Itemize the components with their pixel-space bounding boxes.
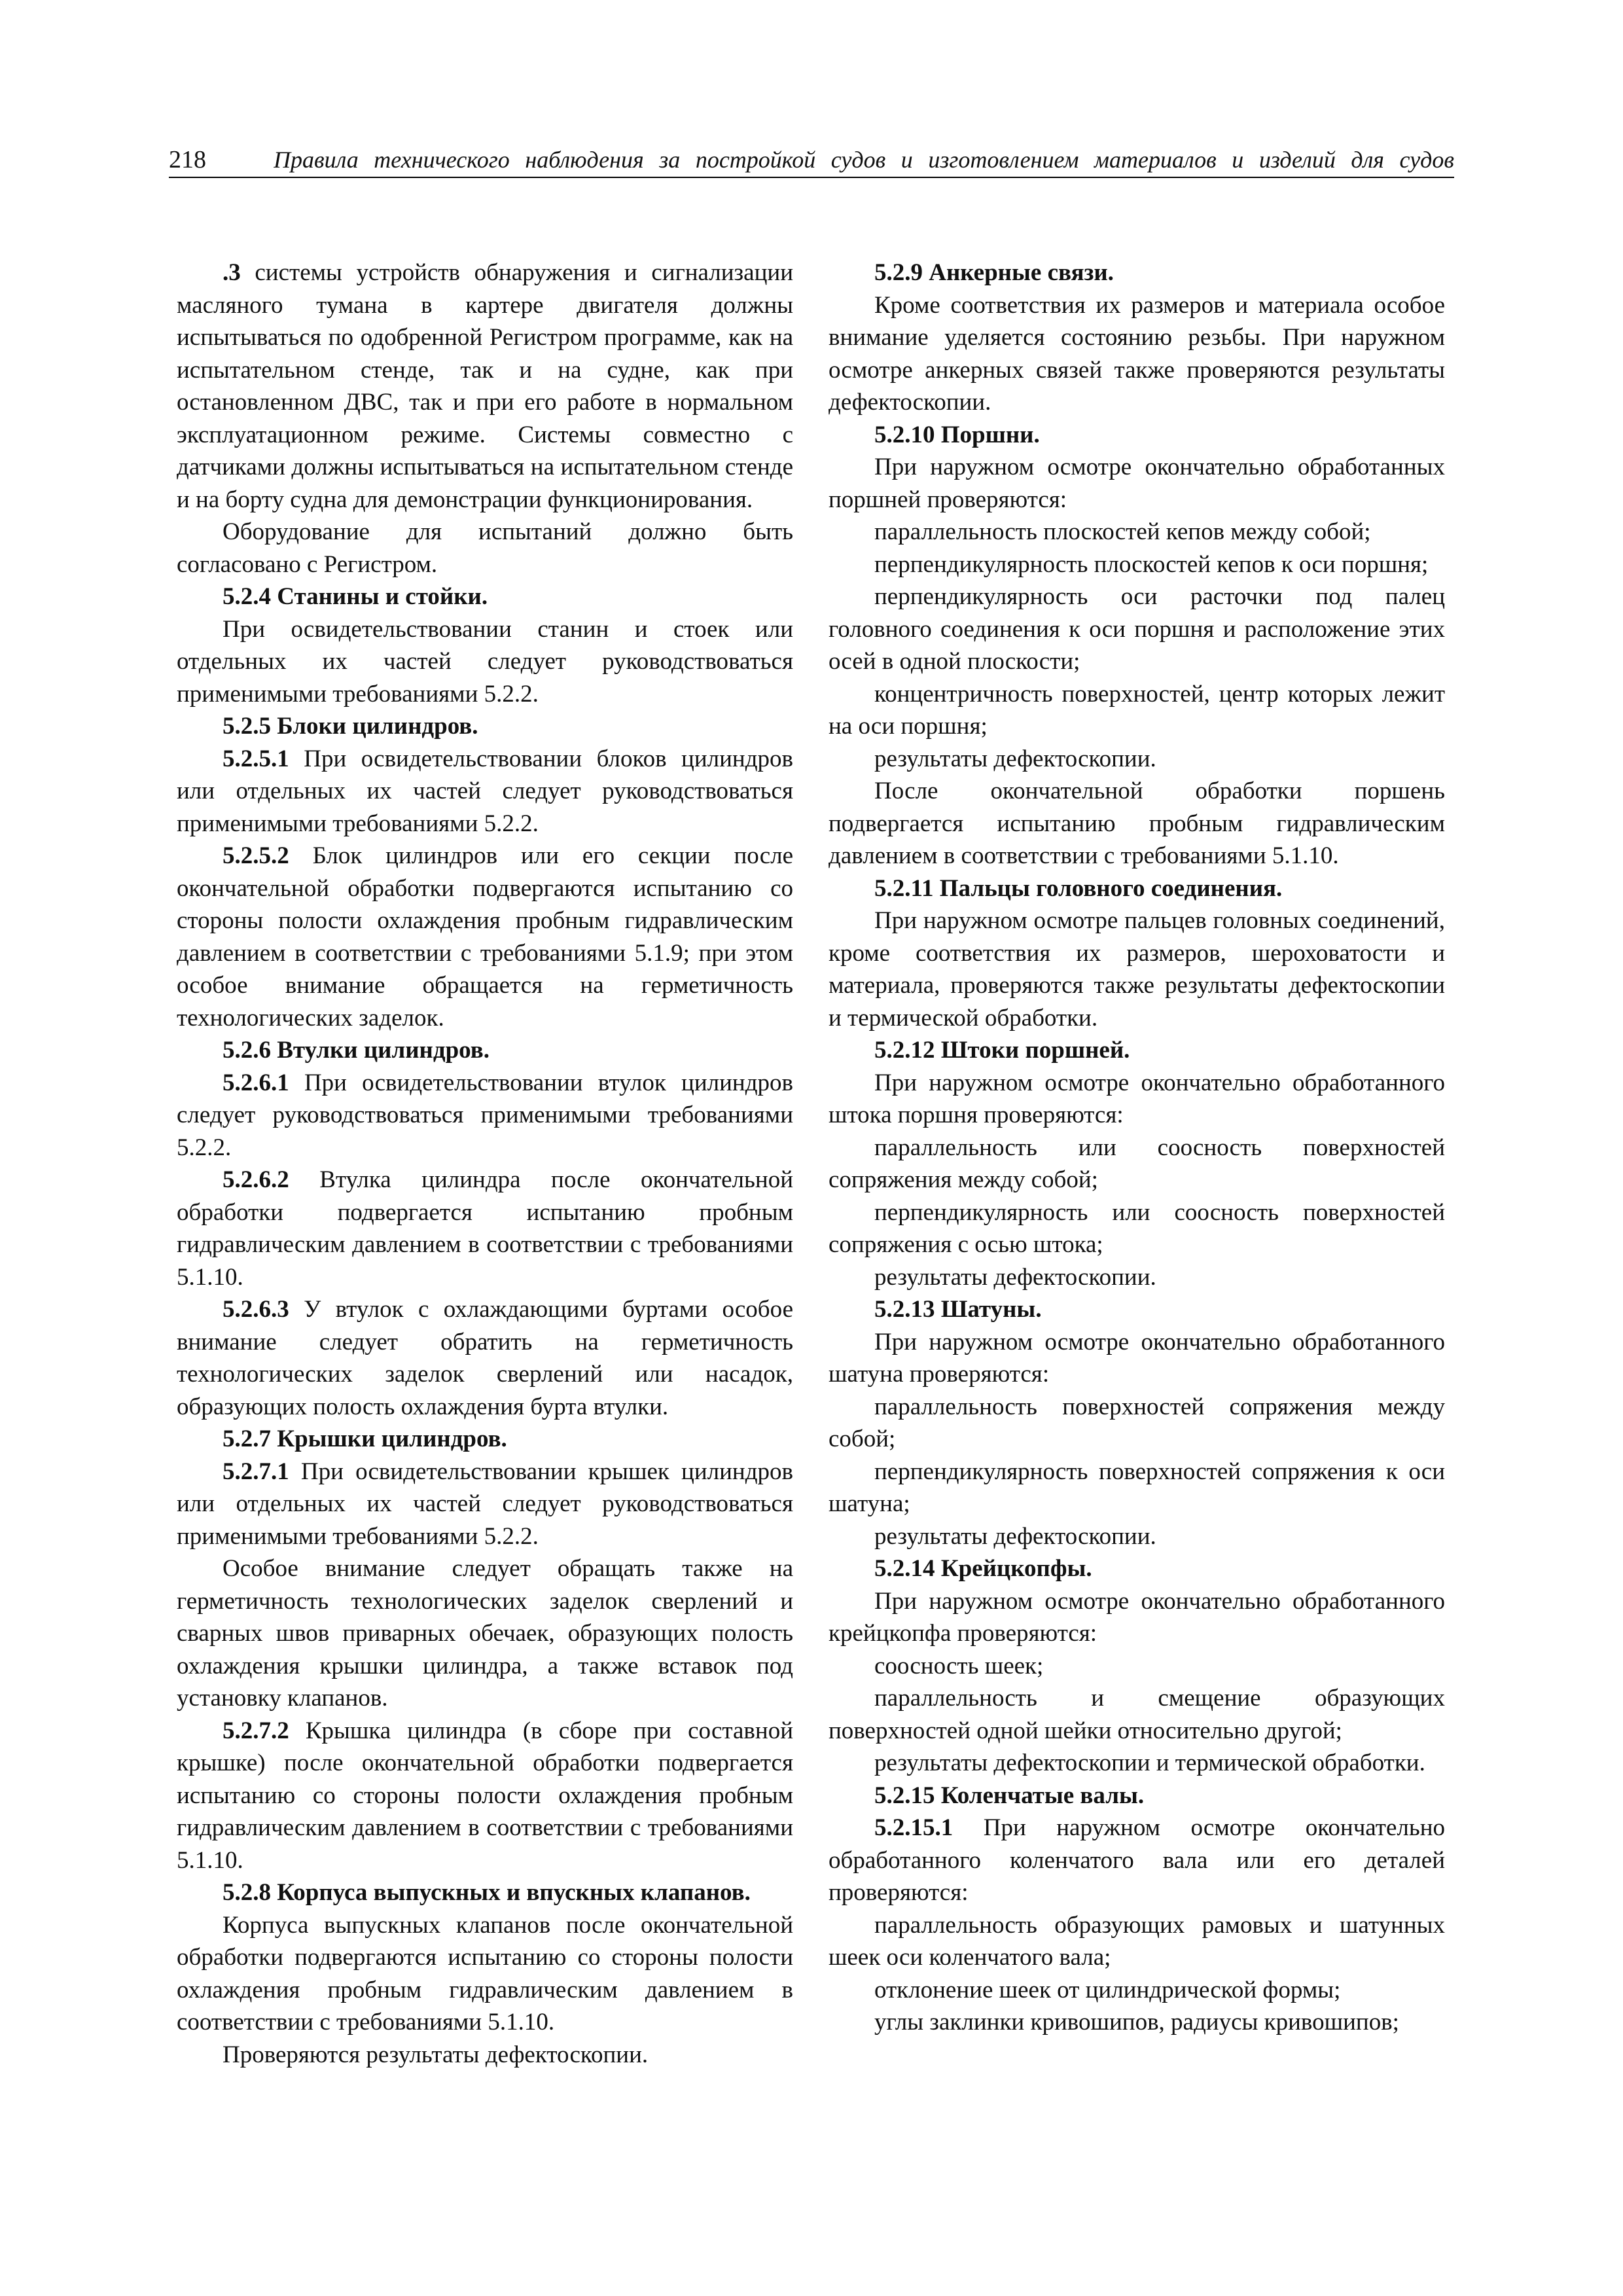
item-number: 5.2.6.1 xyxy=(223,1069,289,1096)
section-heading-5-2-10: 5.2.10 Поршни. xyxy=(874,421,1040,448)
section-heading-5-2-5: 5.2.5 Блоки цилиндров. xyxy=(223,713,478,740)
item-text: При освидетельствовании блоков цилиндров или отдельных их частей следует руководствоваться применимыми требованиями 5.2.2. xyxy=(177,745,793,837)
list-item: перпендикулярность или соосность поверхностей сопряжения с осью штока; xyxy=(829,1198,1445,1258)
list-item: перпендикулярность оси расточки под палец головного соединения к оси поршня и расположение этих осей в одной плоскости; xyxy=(829,583,1445,675)
list-item: углы заклинки кривошипов, радиусы кривошипов; xyxy=(874,2009,1399,2036)
section-heading-5-2-8: 5.2.8 Корпуса выпускных и впускных клапанов. xyxy=(223,1879,751,1906)
right-column xyxy=(829,257,1445,2039)
item-number: 5.2.6.3 xyxy=(223,1296,289,1323)
list-item: параллельность образующих рамовых и шатунных шеек оси коленчатого вала; xyxy=(829,1911,1445,1971)
page-number: 218 xyxy=(169,146,206,173)
list-item: параллельность и смещение образующих поверхностей одной шейки относительно другой; xyxy=(829,1685,1445,1744)
paragraph-5-2-5-2 xyxy=(177,840,793,1034)
list-item: параллельность или соосность поверхностей сопряжения между собой; xyxy=(829,1134,1445,1193)
left-column xyxy=(177,257,793,2071)
item-number: 5.2.15.1 xyxy=(874,1814,954,1841)
item-text: Крышка цилиндра (в сборе при составной крышке) после окончательной обработки подвергается испытанию со стороны полости охлаждения пробным гидравлическим давлением в соответствии с требованиями 5.1.10. xyxy=(177,1717,793,1874)
item-number: 5.2.6.2 xyxy=(223,1166,289,1193)
paragraph: При наружном осмотре пальцев головных соединений, кроме соответствия их размеров, шероховатости и материала, проверяются также результаты дефектоскопии и термической обработки. xyxy=(829,907,1445,1031)
paragraph: Оборудование для испытаний должно быть согласовано с Регистром. xyxy=(177,518,793,578)
paragraph-5-2-7-2 xyxy=(177,1715,793,1877)
list-item: результаты дефектоскопии и термической обработки. xyxy=(874,1749,1425,1776)
running-title: Правила технического наблюдения за постройкой судов и изготовлением материалов и изделий для судов xyxy=(274,147,1454,173)
list-item: перпендикулярность плоскостей кепов к оси поршня; xyxy=(874,550,1429,578)
paragraph: Кроме соответствия их размеров и материала особое внимание уделяется состоянию резьбы. При наружном осмотре анкерных связей также проверяются результаты дефектоскопии. xyxy=(829,291,1445,416)
paragraph: Особое внимание следует обращать также на герметичность технологических заделок сверлений и сварных швов приварных обечаек, образующих полость охлаждения крышки цилиндра, а также вставок под установку клапанов. xyxy=(177,1555,793,1712)
item-text: системы устройств обнаружения и сигнализации масляного тумана в картере двигателя должны испытываться по одобренной Регистром программе, как на испытательном стенде, так и на судне, как при остановленном ДВС, так и при его работе в нормальном эксплуатационном режиме. Системы совместно с датчиками должны испытываться на испытательном стенде и на борту судна для демонстрации функционирования. xyxy=(177,259,793,513)
item-number: .3 xyxy=(223,259,241,286)
paragraph-5-2-6-2 xyxy=(177,1164,793,1293)
section-heading-5-2-6: 5.2.6 Втулки цилиндров. xyxy=(223,1037,490,1064)
list-item: концентричность поверхностей, центр которых лежит на оси поршня; xyxy=(829,680,1445,740)
paragraph: Проверяются результаты дефектоскопии. xyxy=(223,2041,649,2068)
list-item: отклонение шеек от цилиндрической формы; xyxy=(874,1976,1341,2003)
paragraph: После окончательной обработки поршень подвергается испытанию пробным гидравлическим давлением в соответствии с требованиями 5.1.10. xyxy=(829,778,1445,869)
paragraph: При наружном осмотре окончательно обработанного крейцкопфа проверяются: xyxy=(829,1587,1445,1647)
item-text: При освидетельствовании втулок цилиндров следует руководствоваться применимыми требованиями 5.2.2. xyxy=(177,1069,793,1161)
paragraph: При наружном осмотре окончательно обработанного штока поршня проверяются: xyxy=(829,1069,1445,1128)
item-text: Втулка цилиндра после окончательной обработки подвергается испытанию пробным гидравлическим давлением в соответствии с требованиями 5.1.10. xyxy=(177,1166,793,1291)
list-item: параллельность плоскостей кепов между собой; xyxy=(874,518,1371,545)
paragraph: Корпуса выпускных клапанов после окончательной обработки подвергаются испытанию со стороны полости охлаждения пробным гидравлическим давлением в соответствии с требованиями 5.1.10. xyxy=(177,1911,793,2036)
paragraph-item-3 xyxy=(177,257,793,516)
list-item: перпендикулярность поверхностей сопряжения к оси шатуна; xyxy=(829,1458,1445,1517)
item-number: 5.2.7.1 xyxy=(223,1458,289,1485)
paragraph: При освидетельствовании станин и стоек или отдельных их частей следует руководствоваться применимыми требованиями 5.2.2. xyxy=(177,615,793,708)
item-text: Блок цилиндров или его секции после окончательной обработки подвергаются испытанию со стороны полости охлаждения пробным гидравлическим давлением в соответствии с требованиями 5.1.9; при этом особое внимание обращается на герметичность технологических заделок. xyxy=(177,842,793,1031)
section-heading-5-2-9: 5.2.9 Анкерные связи. xyxy=(874,259,1114,286)
item-text: У втулок с охлаждающими буртами особое внимание следует обратить на герметичность технологических заделок сверлений или насадок, образующих полость охлаждения бурта втулки. xyxy=(177,1296,793,1420)
paragraph-5-2-6-1 xyxy=(177,1067,793,1164)
section-heading-5-2-13: 5.2.13 Шатуны. xyxy=(874,1296,1042,1323)
list-item: результаты дефектоскопии. xyxy=(874,745,1156,772)
item-number: 5.2.5.2 xyxy=(223,842,289,869)
paragraph-5-2-6-3 xyxy=(177,1293,793,1423)
paragraph: При наружном осмотре окончательно обработанных поршней проверяются: xyxy=(829,454,1445,513)
list-item: результаты дефектоскопии. xyxy=(874,1522,1156,1550)
list-item: соосность шеек; xyxy=(874,1652,1044,1679)
list-item: результаты дефектоскопии. xyxy=(874,1263,1156,1291)
section-heading-5-2-15: 5.2.15 Коленчатые валы. xyxy=(874,1782,1145,1809)
section-heading-5-2-12: 5.2.12 Штоки поршней. xyxy=(874,1037,1130,1064)
section-heading-5-2-4: 5.2.4 Станины и стойки. xyxy=(223,583,488,610)
paragraph: При наружном осмотре окончательно обработанного шатуна проверяются: xyxy=(829,1328,1445,1388)
item-text: При наружном осмотре окончательно обработанного коленчатого вала или его деталей проверяются: xyxy=(829,1814,1445,1906)
section-heading-5-2-7: 5.2.7 Крышки цилиндров. xyxy=(223,1426,507,1452)
page-header xyxy=(169,145,1454,178)
paragraph-5-2-7-1 xyxy=(177,1456,793,1553)
item-text: При освидетельствовании крышек цилиндров или отдельных их частей следует руководствоваться применимыми требованиями 5.2.2. xyxy=(177,1458,793,1550)
paragraph-5-2-5-1 xyxy=(177,743,793,840)
list-item: параллельность поверхностей сопряжения между собой; xyxy=(829,1393,1445,1452)
section-heading-5-2-11: 5.2.11 Пальцы головного соединения. xyxy=(874,874,1283,902)
item-number: 5.2.7.2 xyxy=(223,1717,289,1744)
section-heading-5-2-14: 5.2.14 Крейцкопфы. xyxy=(874,1555,1092,1582)
item-number: 5.2.5.1 xyxy=(223,745,289,772)
paragraph-5-2-15-1 xyxy=(829,1812,1445,1909)
